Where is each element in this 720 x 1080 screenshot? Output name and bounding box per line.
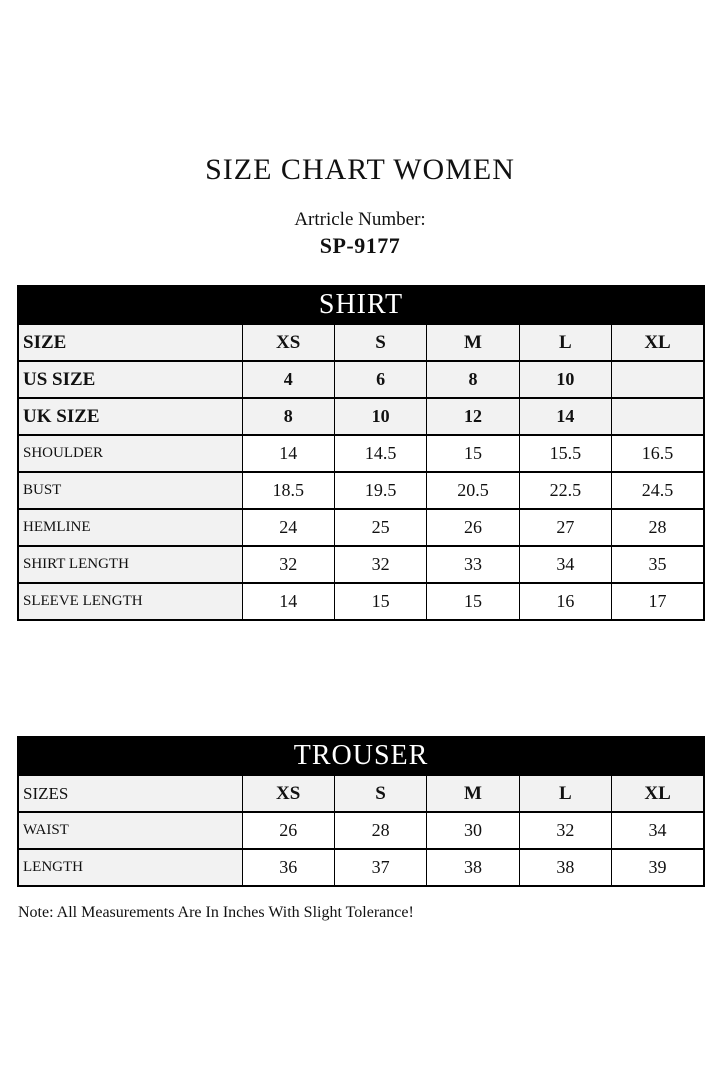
value-cell: 14 [242,583,334,620]
table-row-us-size [18,361,704,398]
value-cell: 20.5 [427,472,519,509]
row-label-cell: SHIRT LENGTH [18,546,242,583]
table-row-bust [18,472,704,509]
column-header-cell: XL [612,324,704,361]
value-cell: 14 [242,435,334,472]
value-cell: 38 [427,849,519,886]
value-cell [612,361,704,398]
value-cell: 8 [242,398,334,435]
table-row-shirt-length [18,546,704,583]
shirt-table-title: SHIRT [18,286,704,324]
column-header-cell: XS [242,324,334,361]
page-title: SIZE CHART WOMEN [205,153,515,186]
article-number-value: SP-9177 [319,233,401,258]
value-cell: 32 [242,546,334,583]
value-cell: 37 [334,849,426,886]
trouser-header-row [18,775,704,812]
article-number-label: Artricle Number: [294,209,426,230]
value-cell: 24.5 [612,472,704,509]
column-header-cell: L [519,324,611,361]
value-cell: 10 [334,398,426,435]
value-cell: 12 [427,398,519,435]
value-cell: 34 [612,812,704,849]
row-label-cell: BUST [18,472,242,509]
value-cell: 32 [519,812,611,849]
column-header-cell: S [334,324,426,361]
value-cell: 36 [242,849,334,886]
column-header-cell: M [427,324,519,361]
column-header-cell: L [519,775,611,812]
table-row-hemline [18,509,704,546]
column-header-cell: XL [612,775,704,812]
trouser-table-title-band [18,737,704,775]
trouser-size-table [17,736,705,887]
value-cell: 32 [334,546,426,583]
value-cell: 30 [427,812,519,849]
value-cell: 18.5 [242,472,334,509]
value-cell: 33 [427,546,519,583]
value-cell: 39 [612,849,704,886]
table-row-shoulder [18,435,704,472]
column-header-cell: SIZES [18,775,242,812]
column-header-cell: SIZE [18,324,242,361]
value-cell: 15 [427,583,519,620]
row-label-cell: LENGTH [18,849,242,886]
table-row-sleeve-length [18,583,704,620]
value-cell [612,398,704,435]
value-cell: 6 [334,361,426,398]
row-label-cell: WAIST [18,812,242,849]
value-cell: 38 [519,849,611,886]
value-cell: 28 [612,509,704,546]
value-cell: 35 [612,546,704,583]
value-cell: 4 [242,361,334,398]
value-cell: 24 [242,509,334,546]
row-label-cell: SHOULDER [18,435,242,472]
value-cell: 10 [519,361,611,398]
value-cell: 34 [519,546,611,583]
value-cell: 15 [427,435,519,472]
value-cell: 26 [242,812,334,849]
table-row-uk-size [18,398,704,435]
value-cell: 14.5 [334,435,426,472]
value-cell: 15.5 [519,435,611,472]
value-cell: 16 [519,583,611,620]
value-cell: 28 [334,812,426,849]
column-header-cell: S [334,775,426,812]
table-row-waist [18,812,704,849]
column-header-cell: XS [242,775,334,812]
value-cell: 14 [519,398,611,435]
table-row-length [18,849,704,886]
value-cell: 8 [427,361,519,398]
row-label-cell: UK SIZE [18,398,242,435]
value-cell: 17 [612,583,704,620]
trouser-table-title: TROUSER [18,737,704,775]
row-label-cell: HEMLINE [18,509,242,546]
value-cell: 25 [334,509,426,546]
measurement-note: Note: All Measurements Are In Inches With Slight Tolerance! [18,904,414,921]
shirt-header-row [18,324,704,361]
value-cell: 15 [334,583,426,620]
value-cell: 16.5 [612,435,704,472]
row-label-cell: US SIZE [18,361,242,398]
column-header-cell: M [427,775,519,812]
value-cell: 22.5 [519,472,611,509]
value-cell: 26 [427,509,519,546]
row-label-cell: SLEEVE LENGTH [18,583,242,620]
shirt-table-title-band [18,286,704,324]
value-cell: 19.5 [334,472,426,509]
shirt-size-table [17,285,705,621]
value-cell: 27 [519,509,611,546]
